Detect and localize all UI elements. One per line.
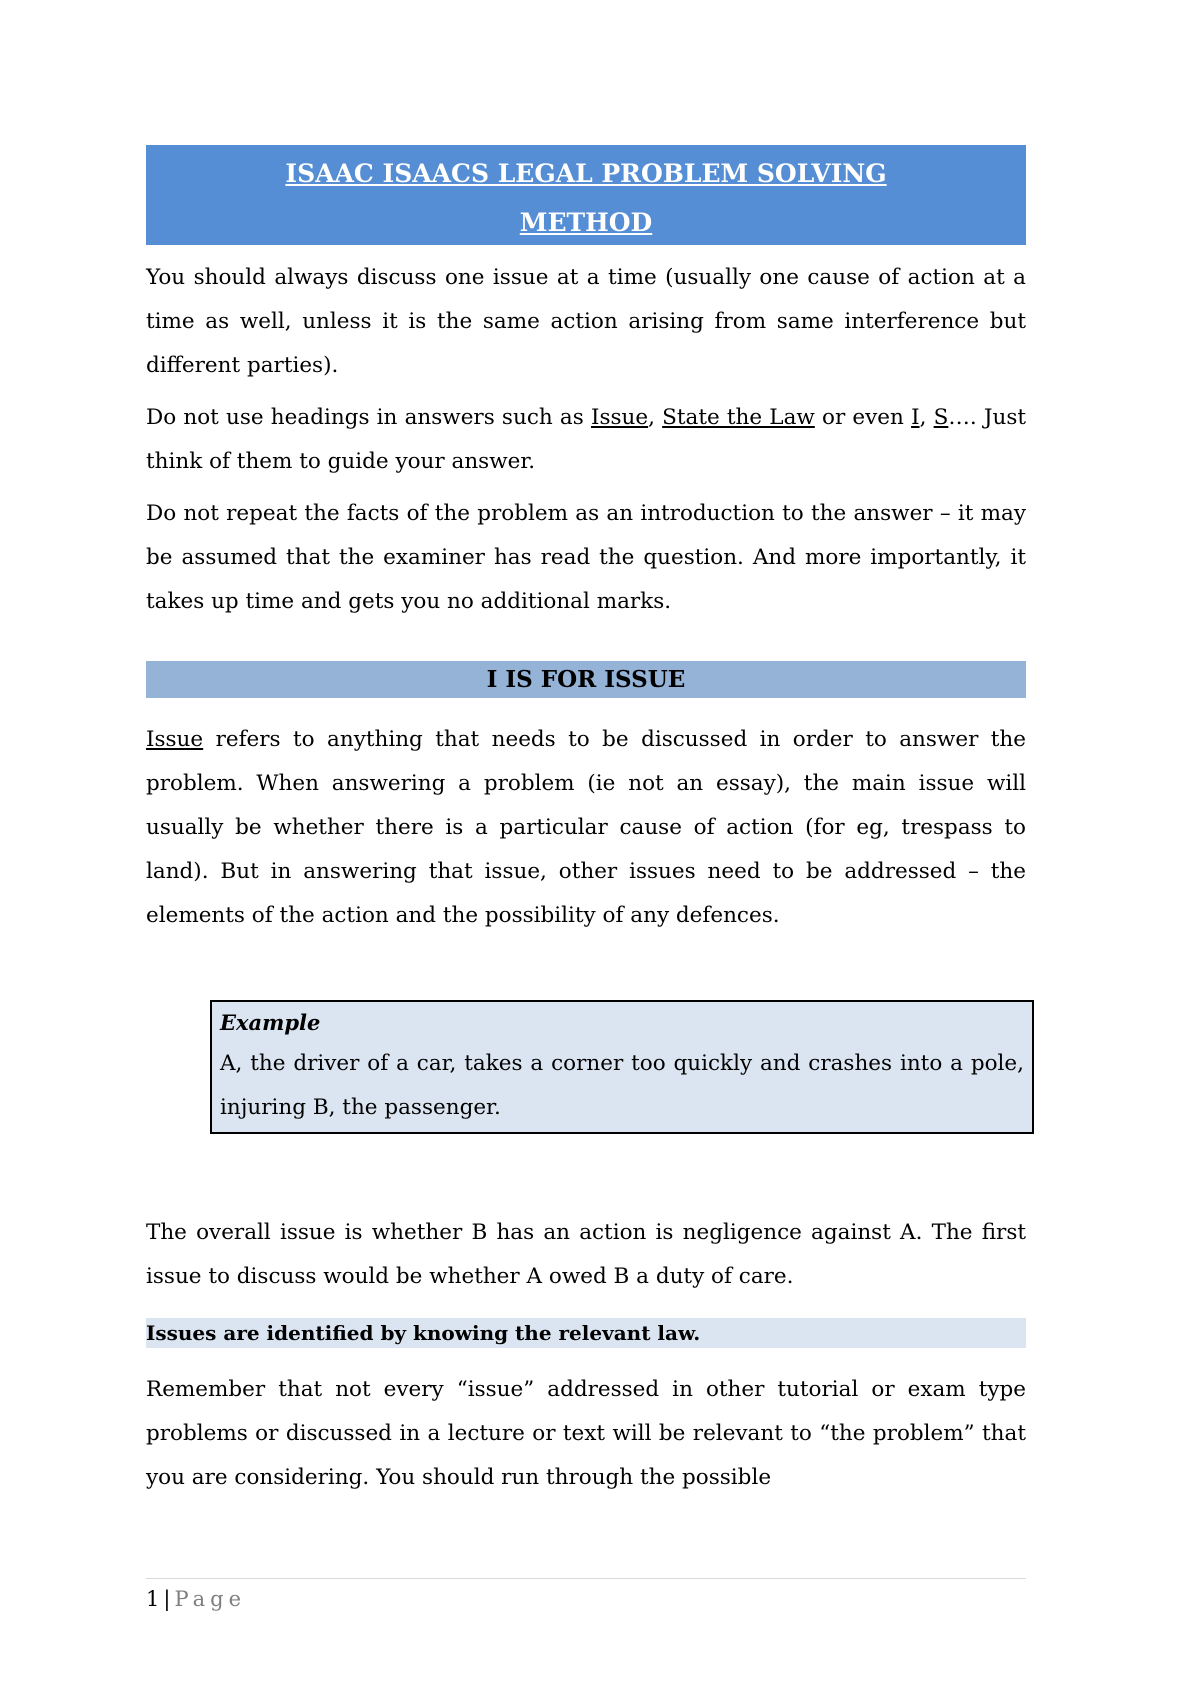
- text-run: refers to anything that needs to be discussed in order to answer the problem. When answering a problem (ie not an essay), the main issue will usually be whether there is a particular cause of action (for eg, trespass to land). But in answering that issue, other issues need to be addressed – the elements of the action and the possibility of any defences.: [146, 727, 1026, 928]
- example-callout: [210, 1000, 1034, 1134]
- issue-paragraph-3: Remember that not every “issue” addressed in other tutorial or exam type problems or discussed in a lecture or text will be relevant to “the problem” that you are considering. You should run through the possible: [146, 1377, 1026, 1490]
- subheading-issues-identified: Issues are identified by knowing the relevant law.: [146, 1318, 1026, 1348]
- page-footer: [146, 1584, 246, 1614]
- footer-separator: |: [163, 1587, 171, 1611]
- footer-divider: [146, 1578, 1026, 1579]
- document-title-line1: ISAAC ISAACS LEGAL PROBLEM SOLVING: [285, 159, 887, 188]
- intro-section: [146, 256, 1026, 624]
- text-run: or even: [814, 405, 912, 430]
- page-label: Page: [174, 1587, 247, 1611]
- page-number: 1: [146, 1587, 160, 1611]
- issue-conclusion: [146, 1211, 1026, 1299]
- intro-paragraph-1: You should always discuss one issue at a time (usually one cause of action at a time as well, unless it is the same action arising from same interference but different parties).: [146, 265, 1026, 378]
- underlined-term-s: S: [933, 405, 949, 430]
- text-run: Do not use headings in answers such as: [146, 405, 591, 430]
- intro-paragraph-3: Do not repeat the facts of the problem as an introduction to the answer – it may be assumed that the examiner has read the question. And more importantly, it takes up time and gets you no additional marks.: [146, 501, 1026, 614]
- text-run: …. Just think of them to guide your answer.: [146, 405, 1027, 474]
- issue-section-body: [146, 718, 1026, 938]
- underlined-term-i: I: [911, 405, 920, 430]
- underlined-term-issue: Issue: [590, 405, 649, 430]
- issue-paragraph-1: [146, 718, 1026, 938]
- text-run: ,: [648, 405, 663, 430]
- section-heading-issue: I IS FOR ISSUE: [146, 661, 1026, 698]
- intro-paragraph-2: [146, 396, 1026, 484]
- issue-remember: [146, 1368, 1026, 1500]
- text-run: ,: [919, 405, 934, 430]
- document-title-banner: [146, 145, 1026, 245]
- underlined-term-state-the-law: State the Law: [662, 405, 815, 430]
- example-title: Example: [220, 1010, 321, 1035]
- underlined-term-issue: Issue: [146, 727, 204, 752]
- example-text: A, the driver of a car, takes a corner too quickly and crashes into a pole, injuring B, the passenger.: [220, 1051, 1024, 1120]
- document-title-line2: METHOD: [519, 208, 653, 237]
- issue-paragraph-2: The overall issue is whether B has an action is negligence against A. The first issue to discuss would be whether A owed B a duty of care.: [146, 1220, 1026, 1289]
